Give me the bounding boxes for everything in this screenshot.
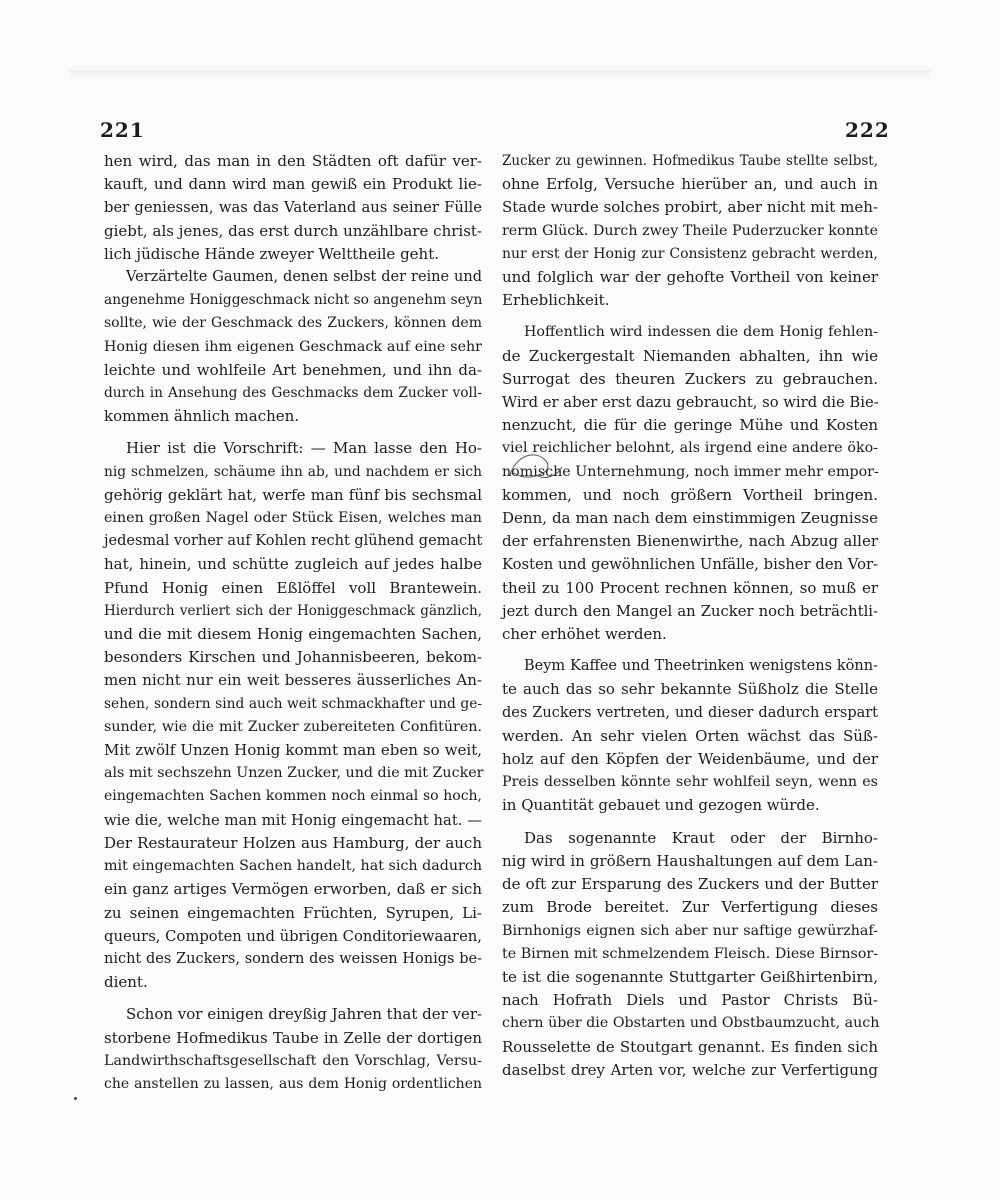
text-line: des Zuckers vertreten, und dieser dadurch erspart <box>502 704 878 721</box>
text-line: queurs, Compoten und übrigen Conditoriewaaren, <box>104 927 482 945</box>
text-line: eingemachten Sachen kommen noch einmal so hoch, <box>104 788 482 805</box>
text-line: Mit zwölf Unzen Honig kommt man eben so weit, <box>104 741 482 760</box>
text-line: ber geniessen, was das Vaterland aus seiner Fülle <box>104 199 482 217</box>
text-line: Beym Kaffee und Theetrinken wenigstens könn- <box>524 658 878 675</box>
text-line: Preis desselben könnte sehr wohlfeil seyn, wenn es <box>502 774 878 791</box>
text-line: chern über die Obstarten und Obstbaumzucht, auch <box>502 1015 880 1032</box>
text-line: nicht des Zuckers, sondern des weissen Honigs be- <box>104 950 482 967</box>
text-line: de Zuckergestalt Niemanden abhalten, ihn wie <box>502 346 878 365</box>
text-line: und folglich war der gehofte Vortheil von keiner <box>502 268 878 287</box>
text-line: nenzucht, die für die geringe Mühe und Kosten <box>502 416 878 435</box>
text-line: Wird er aber erst dazu gebraucht, so wird die Bie- <box>502 394 879 412</box>
paragraph-gap <box>502 818 878 827</box>
paragraph-gap <box>502 646 878 655</box>
text-line: Hier ist die Vorschrift: — Man lasse den Ho- <box>126 439 482 458</box>
text-line: cher erhöhet werden. <box>502 625 667 644</box>
text-line: ein ganz artiges Vermögen erworben, daß er sich <box>104 880 482 899</box>
text-line: te ist die sogenannte Stuttgarter Geißhirtenbirn, <box>502 967 878 986</box>
text-line: dient. <box>104 973 148 992</box>
text-line: che anstellen zu lassen, aus dem Honig ordentlichen <box>104 1075 482 1092</box>
text-line: nomische Unternehmung, noch immer mehr empor- <box>502 463 879 480</box>
text-line: Verzärtelte Gaumen, denen selbst der reine und <box>126 269 482 286</box>
text-line: Rousselette de Stoutgart genannt. Es finden sich <box>502 1037 878 1056</box>
text-line: jezt durch den Mangel an Zucker noch beträchtli- <box>502 602 878 620</box>
text-line: kommen, und noch größern Vortheil bringen. <box>502 485 878 504</box>
text-line: nig wird in größern Haushaltungen auf dem Lan- <box>502 851 878 870</box>
paragraph-gap <box>104 994 482 1003</box>
text-line: hat, hinein, und schütte zugleich auf jedes halbe <box>104 555 482 574</box>
text-line: mit eingemachten Sachen handelt, hat sich dadurch <box>104 858 482 875</box>
text-line: Schon vor einigen dreyßig Jahren that der ver- <box>126 1005 483 1024</box>
text-line: Stade wurde solches probirt, aber nicht mit meh- <box>502 198 878 217</box>
text-line: storbene Hofmedikus Taube in Zelle der dortigen <box>104 1028 482 1047</box>
left-page-text <box>104 150 482 1096</box>
text-line: in Quantität gebauet und gezogen würde. <box>502 796 820 815</box>
text-line: als mit sechszehn Unzen Zucker, und die mit Zucker <box>104 765 484 782</box>
text-line: wie die, welche man mit Honig eingemacht hat. — <box>104 811 482 829</box>
text-line: Surrogat des theuren Zuckers zu gebrauchen. <box>502 369 878 388</box>
text-line: sollte, wie der Geschmack des Zuckers, können dem <box>104 315 482 332</box>
text-line: einen großen Nagel oder Stück Eisen, welches man <box>104 510 482 527</box>
text-line: viel reichlicher belohnt, als irgend eine andere öko- <box>502 440 878 457</box>
text-line: angenehme Honiggeschmack nicht so angenehm seyn <box>104 292 483 309</box>
scan-edge-shadow <box>70 70 930 80</box>
text-line: kauft, und dann wird man gewiß ein Produkt lie- <box>104 175 482 194</box>
text-line: Birnhonigs eignen sich aber nur saftige gewürzhaf- <box>502 922 878 939</box>
text-line: giebt, als jenes, das erst durch unzählbare christ- <box>104 221 482 240</box>
text-line: nur erst der Honig zur Consistenz gebracht werden, <box>502 245 878 262</box>
text-line: besonders Kirschen und Johannisbeeren, bekom- <box>104 648 482 667</box>
text-line: sunder, wie die mit Zucker zubereiteten Confitüren. <box>104 718 482 735</box>
text-line: ohne Erfolg, Versuche hierüber an, und auch in <box>502 175 878 194</box>
text-line: Hierdurch verliert sich der Honiggeschmack gänzlich, <box>104 602 482 619</box>
text-line: und die mit diesem Honig eingemachten Sachen, <box>104 625 482 644</box>
text-line: nach Hofrath Diels und Pastor Christs Bü- <box>502 991 878 1010</box>
text-line: Hoffentlich wird indessen die dem Honig fehlen- <box>524 324 878 341</box>
text-line: gehörig geklärt hat, werfe man fünf bis sechsmal <box>104 485 482 504</box>
text-line: te Birnen mit schmelzendem Fleisch. Diese Birnsor- <box>502 945 879 962</box>
text-line: Landwirthschaftsgesellschaft den Vorschlag, Versu- <box>104 1052 482 1069</box>
text-line: nig schmelzen, schäume ihn ab, und nachdem er sich <box>104 463 482 480</box>
text-line: jedesmal vorher auf Kohlen recht glühend gemacht <box>104 533 483 550</box>
text-line: der erfahrensten Bienenwirthe, nach Abzug aller <box>502 532 878 551</box>
paragraph-gap <box>502 312 878 321</box>
text-line: Pfund Honig einen Eßlöffel voll Brantewein. <box>104 578 482 597</box>
text-line: durch in Ansehung des Geschmacks dem Zucker voll- <box>104 385 482 402</box>
text-line: werden. An sehr vielen Orten wächst das Süß- <box>502 726 878 745</box>
page-number-right: 222 <box>845 118 890 142</box>
text-line: kommen ähnlich machen. <box>104 407 300 426</box>
text-line: Das sogenannte Kraut oder der Birnho- <box>524 828 878 847</box>
text-line: men nicht nur ein weit besseres äusserliches An- <box>104 671 482 690</box>
right-page-text <box>502 150 878 1082</box>
text-line: Der Restaurateur Holzen aus Hamburg, der auch <box>104 833 482 852</box>
text-line: Kosten und gewöhnlichen Unfälle, bisher den Vor- <box>502 556 878 574</box>
text-line: daselbst drey Arten vor, welche zur Verfertigung <box>502 1060 878 1079</box>
text-line: Honig diesen ihm eigenen Geschmack auf eine sehr <box>104 338 482 355</box>
text-line: te auch das so sehr bekannte Süßholz die Stelle <box>502 680 878 699</box>
text-line: holz auf den Köpfen der Weidenbäume, und der <box>502 750 878 769</box>
text-line: theil zu 100 Procent rechnen können, so muß er <box>502 578 878 597</box>
text-line: zu seinen eingemachten Früchten, Syrupen, Li- <box>104 903 482 922</box>
text-line: Zucker zu gewinnen. Hofmedikus Taube stellte selbst, <box>502 153 878 169</box>
text-line: Erheblichkeit. <box>502 291 610 310</box>
text-line: sehen, sondern sind auch weit schmackhafter und ge- <box>104 695 482 712</box>
paragraph-gap <box>104 428 482 437</box>
text-line: lich jüdische Hände zweyer Welttheile geht. <box>104 244 440 263</box>
text-line: rerm Glück. Durch zwey Theile Puderzucker konnte <box>502 222 878 239</box>
pen-scribble-mark <box>506 445 566 485</box>
text-line: Denn, da man nach dem einstimmigen Zeugnisse <box>502 509 878 528</box>
text-line: zum Brode bereitet. Zur Verfertigung dieses <box>502 898 878 917</box>
text-line: leichte und wohlfeile Art benehmen, und ihn da- <box>104 360 482 379</box>
margin-dot <box>74 1097 77 1100</box>
text-line: hen wird, das man in den Städten oft dafür ver- <box>104 152 482 170</box>
page-number-left: 221 <box>100 118 145 142</box>
text-line: de oft zur Ersparung des Zuckers und der Butter <box>502 875 878 894</box>
